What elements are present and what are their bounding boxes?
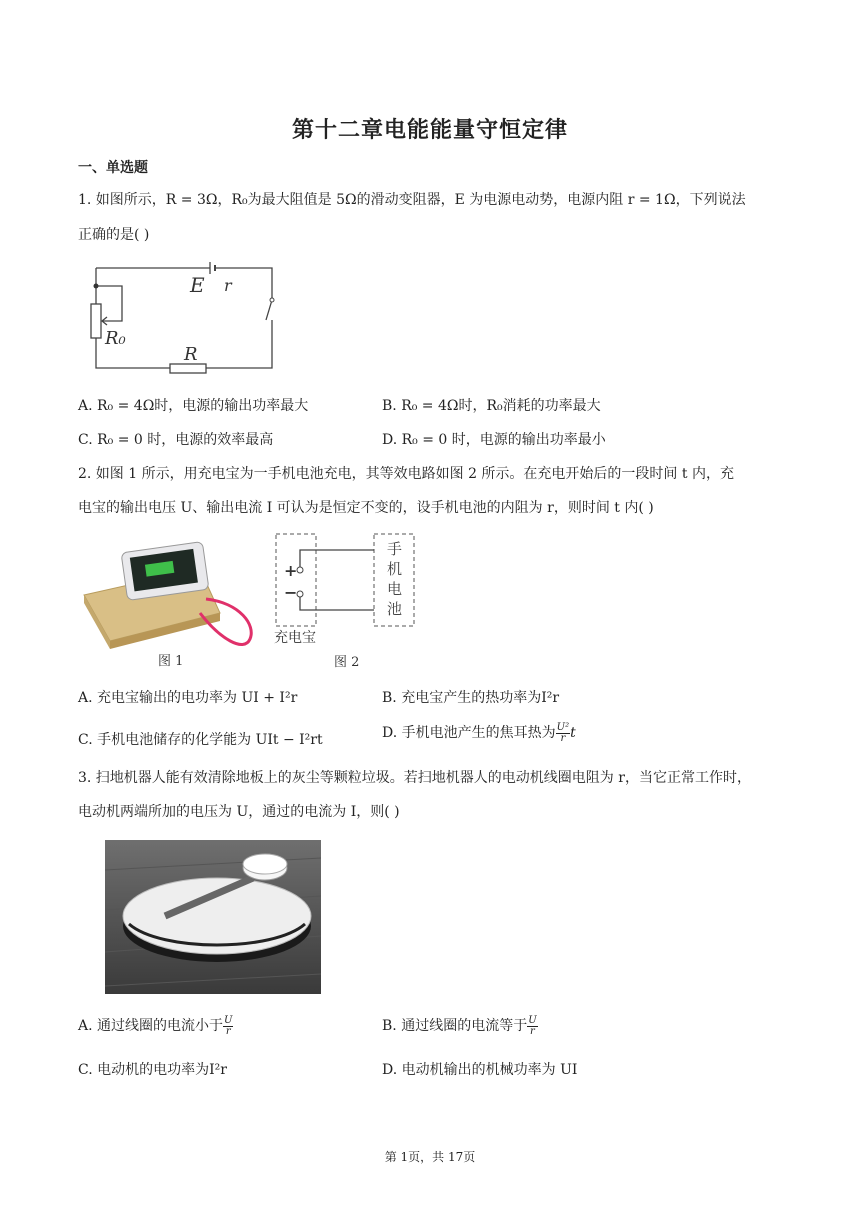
q3-robot-vacuum-photo	[105, 840, 321, 994]
plus-sign: +	[284, 561, 298, 580]
q2-figure2-circuit	[270, 532, 420, 672]
battery-label-2: 机	[387, 560, 403, 578]
q1-stem-line1: 1. 如图所示，R = 3Ω，R₀为最大阻值是 5Ω的滑动变阻器，E 为电源电动势，电源内阻 r = 1Ω，下列说法	[78, 192, 746, 208]
q2-option-d	[382, 722, 576, 744]
q2-stem-line1: 2. 如图 1 所示，用充电宝为一手机电池充电，其等效电路如图 2 所示。在充电开始后的一段时间 t 内，充	[78, 466, 734, 482]
page-footer: 第 1页，共 17页	[384, 1150, 476, 1164]
q1-option-d: D. R₀ = 0 时，电源的输出功率最小	[382, 432, 606, 448]
q1-option-b: B. R₀ = 4Ω时，R₀消耗的功率最大	[382, 398, 601, 414]
label-r: R	[184, 344, 198, 365]
q2-option-d-text: D. 手机电池产生的焦耳热为	[382, 725, 556, 741]
q1-circuit-diagram	[86, 262, 281, 387]
q2-option-c: C. 手机电池储存的化学能为 UIt − I²rt	[78, 732, 323, 748]
q3-option-d: D. 电动机输出的机械功率为 UI	[382, 1062, 578, 1078]
q2-figure1-powerbank	[80, 535, 260, 675]
label-internal-r: r	[224, 276, 232, 295]
q1-option-c: C. R₀ = 0 时，电源的效率最高	[78, 432, 274, 448]
q1-stem-line2: 正确的是( )	[78, 227, 150, 243]
q3-option-a	[78, 1015, 233, 1037]
q3-stem-line1: 3. 扫地机器人能有效清除地板上的灰尘等颗粒垃圾。若扫地机器人的电动机线圈电阻为 r，当它正常工作时，	[78, 770, 751, 786]
powerbank-label: 充电宝	[274, 630, 316, 646]
section-heading: 一、单选题	[78, 160, 148, 176]
q2-stem-line2: 电宝的输出电压 U、输出电流 I 可认为是恒定不变的，设手机电池的内阻为 r，则时间 t 内( )	[78, 500, 654, 516]
battery-label-4: 池	[387, 600, 403, 618]
page-title: 第十二章电能能量守恒定律	[291, 118, 568, 143]
q2-option-d-t: t	[570, 725, 576, 741]
q3-option-a-text: A. 通过线圈的电流小于	[78, 1018, 224, 1034]
q3-option-a-fraction: $\frac{U}{r}$	[224, 1014, 233, 1037]
battery-label-1: 手	[387, 540, 403, 558]
minus-sign: −	[284, 583, 298, 602]
label-emf: E	[190, 273, 205, 297]
fig1-caption: 图 1	[158, 654, 184, 669]
q2-option-b: B. 充电宝产生的热功率为I²r	[382, 690, 560, 706]
q2-option-a: A. 充电宝输出的电功率为 UI + I²r	[78, 690, 298, 706]
battery-label-3: 电	[387, 580, 403, 598]
q3-option-b	[382, 1015, 538, 1037]
q3-stem-line2: 电动机两端所加的电压为 U，通过的电流为 I，则( )	[78, 804, 400, 820]
q1-option-a: A. R₀ = 4Ω时，电源的输出功率最大	[78, 398, 309, 414]
q3-option-c: C. 电动机的电功率为I²r	[78, 1062, 227, 1078]
q2-option-d-fraction: $\frac{\text{U²}}{r}$	[556, 721, 570, 744]
label-r0: R₀	[105, 328, 126, 349]
q3-option-b-text: B. 通过线圈的电流等于	[382, 1018, 528, 1034]
q3-option-b-fraction: $\frac{U}{r}$	[528, 1014, 537, 1037]
fig2-caption: 图 2	[334, 655, 360, 670]
